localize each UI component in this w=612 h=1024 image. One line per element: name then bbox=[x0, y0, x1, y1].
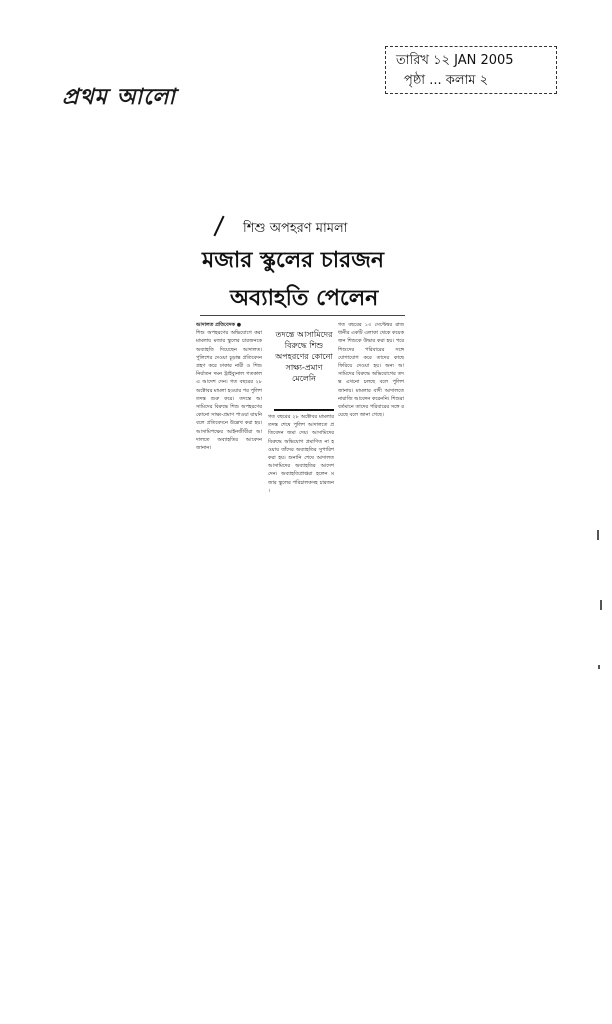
date-stamp bbox=[385, 46, 557, 94]
article-byline: আদালত প্রতিবেদক ● bbox=[196, 322, 242, 328]
kicker-slash-mark bbox=[213, 216, 224, 237]
margin-speck bbox=[600, 600, 602, 610]
margin-speck bbox=[597, 530, 599, 540]
headline-rule bbox=[200, 315, 405, 316]
headline-line-2: অব্যাহতি পেলেন bbox=[230, 286, 379, 311]
article-column-3 bbox=[338, 321, 404, 603]
margin-speck bbox=[598, 665, 600, 669]
news-clipping bbox=[188, 205, 406, 605]
column-3-text: গত বছরের ১৩ সেপ্টেম্বর রাজধানীর একটি এলাকা থেকে কয়েকজন শিশুকে উদ্ধার করা হয়। পরে শিশুদের পরিবারের সঙ্গে যোগাযোগ করে তাদের কাছে ফিরিয়ে দেওয়া হয়। অন্য আসামিদের বিরুদ্ধে অভিযোগের তদন্ত এখনো চলছে বলে পুলিশ জানায়। মামলার বাদী আদালতে নারাজি আবেদন করেননি। শিশুরা বর্তমানে তাদের পরিবারের সঙ্গে রয়েছে বলে জানা গেছে। bbox=[338, 322, 404, 419]
stamp-page-line: পৃষ্ঠা ... কলাম ২ bbox=[404, 73, 489, 88]
column-1-text: শিশু অপহরণের অভিযোগে করা মামলায় মজার স্কুলের চারজনকে অব্যাহতি দিয়েছেন আদালত। পুলিশের দেওয়া চূড়ান্ত প্রতিবেদন গ্রহণ করে ঢাকার নারী ও শিশু নির্যাতন দমন ট্রাইব্যুনাল গতকাল এ আদেশ দেন। গত বছরের ২৮ অক্টোবর মামলা হওয়ার পর পুলিশ তদন্ত শুরু করে। তদন্তে আসামিদের বিরুদ্ধে শিশু অপহরণের কোনো সাক্ষ্য-প্রমাণ পাওয়া যায়নি বলে প্রতিবেদনে উল্লেখ করা হয়। আসামিপক্ষের আইনজীবীরা আদালতে অব্যাহতির আবেদন জানান। bbox=[196, 330, 262, 452]
stamp-date-line: তারিখ ১২ JAN 2005 bbox=[396, 53, 514, 68]
headline-line-1: মজার স্কুলের চারজন bbox=[202, 248, 385, 273]
newspaper-masthead: প্রথম আলো bbox=[62, 85, 176, 110]
article-kicker: শিশু অপহরণ মামলা bbox=[243, 221, 348, 236]
column-2-text: গত বছরের ২৮ অক্টোবর মামলার তদন্ত শেষে পুলিশ আদালতে প্রতিবেদন জমা দেয়। আসামিদের বিরুদ্ধে অভিযোগ প্রমাণিত না হওয়ায় তাঁদের অব্যাহতির সুপারিশ করা হয়। শুনানি শেষে আদালত আসামিদের অব্যাহতির আদেশ দেন। অব্যাহতিপ্রাপ্তরা হলেন মজার স্কুলের পরিচালকসহ চারজন। bbox=[268, 414, 334, 494]
article-column-1 bbox=[196, 321, 262, 603]
pullquote-box bbox=[274, 329, 334, 411]
pullquote-text: তদন্তে আসামিদের বিরুদ্ধে শিশু অপহরণের কোনো সাক্ষ্য-প্রমাণ মেলেনি bbox=[275, 330, 333, 383]
